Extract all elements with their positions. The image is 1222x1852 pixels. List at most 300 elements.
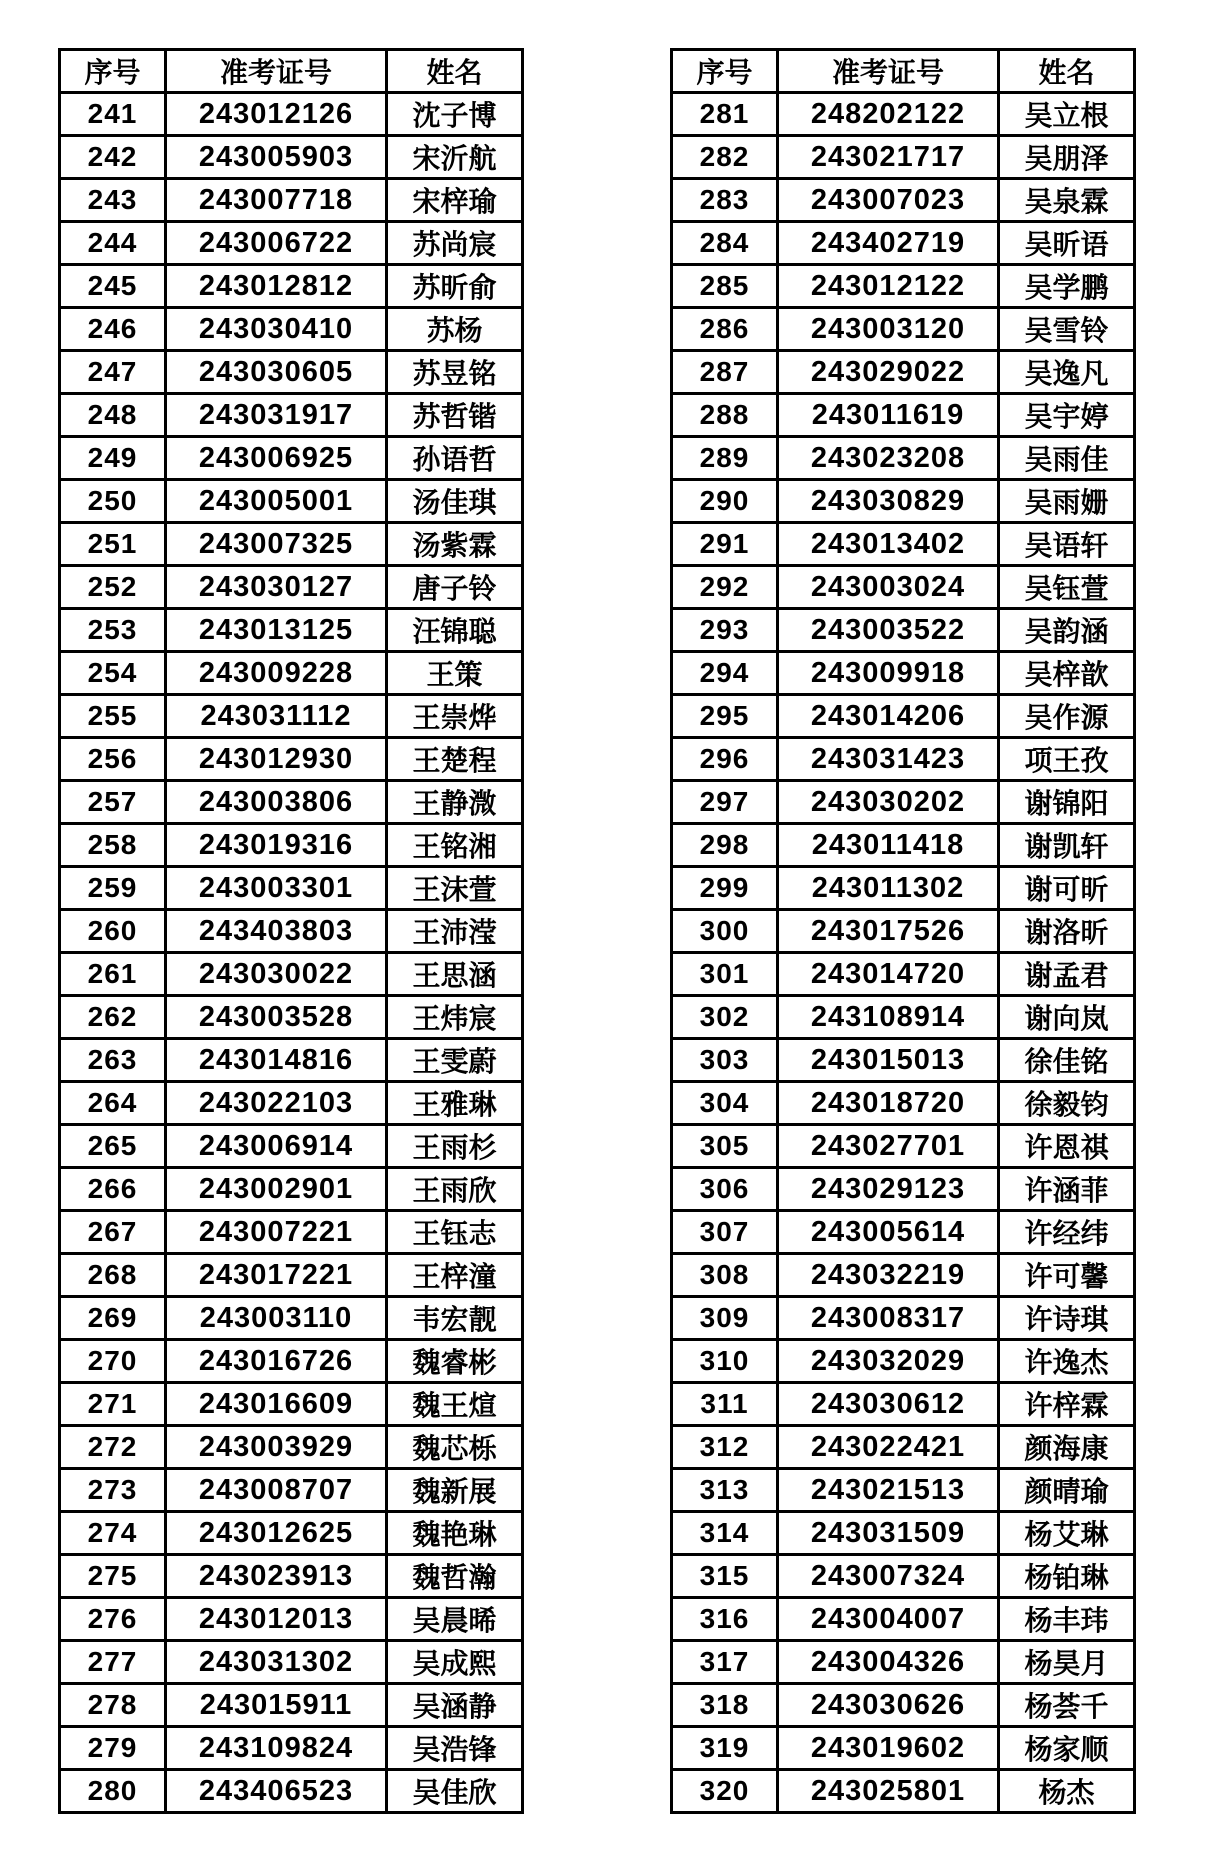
- name-cell: 吴昕语: [999, 222, 1135, 265]
- serial-cell: 309: [672, 1297, 778, 1340]
- table-row: [60, 910, 523, 953]
- serial-cell: 244: [60, 222, 166, 265]
- serial-cell: 284: [672, 222, 778, 265]
- name-cell: 许诗琪: [999, 1297, 1135, 1340]
- table-row: [60, 695, 523, 738]
- ticket-number-cell: 243030829: [778, 480, 999, 523]
- table-row: [60, 1211, 523, 1254]
- ticket-number-cell: 243017526: [778, 910, 999, 953]
- table-body: [672, 93, 1135, 1813]
- table-row: [672, 437, 1135, 480]
- name-cell: 王炜宸: [387, 996, 523, 1039]
- serial-cell: 292: [672, 566, 778, 609]
- serial-cell: 319: [672, 1727, 778, 1770]
- table-row: [60, 1469, 523, 1512]
- table-row: [672, 996, 1135, 1039]
- ticket-number-cell: 243008317: [778, 1297, 999, 1340]
- name-cell: 杨荟千: [999, 1684, 1135, 1727]
- serial-cell: 242: [60, 136, 166, 179]
- table-row: [60, 480, 523, 523]
- name-cell: 谢可昕: [999, 867, 1135, 910]
- name-cell: 王策: [387, 652, 523, 695]
- name-cell: 苏杨: [387, 308, 523, 351]
- column-header-name: 姓名: [999, 50, 1135, 93]
- ticket-number-cell: 243002901: [166, 1168, 387, 1211]
- table-row: [672, 1254, 1135, 1297]
- table-row: [672, 1684, 1135, 1727]
- table-row: [60, 437, 523, 480]
- table-row: [60, 953, 523, 996]
- ticket-number-cell: 243032219: [778, 1254, 999, 1297]
- ticket-number-cell: 243030127: [166, 566, 387, 609]
- table-row: [60, 1426, 523, 1469]
- serial-cell: 276: [60, 1598, 166, 1641]
- serial-cell: 318: [672, 1684, 778, 1727]
- table-row: [672, 1555, 1135, 1598]
- serial-cell: 261: [60, 953, 166, 996]
- table-row: [60, 1125, 523, 1168]
- ticket-number-cell: 243005614: [778, 1211, 999, 1254]
- ticket-number-cell: 243011302: [778, 867, 999, 910]
- ticket-number-cell: 243023913: [166, 1555, 387, 1598]
- name-cell: 吴佳欣: [387, 1770, 523, 1813]
- name-cell: 吴泉霖: [999, 179, 1135, 222]
- table-row: [672, 93, 1135, 136]
- name-cell: 徐毅钧: [999, 1082, 1135, 1125]
- table-row: [60, 1641, 523, 1684]
- table-row: [672, 738, 1135, 781]
- table-row: [60, 1383, 523, 1426]
- serial-cell: 274: [60, 1512, 166, 1555]
- serial-cell: 296: [672, 738, 778, 781]
- serial-cell: 294: [672, 652, 778, 695]
- ticket-number-cell: 243030410: [166, 308, 387, 351]
- ticket-number-cell: 243009918: [778, 652, 999, 695]
- table-row: [672, 566, 1135, 609]
- table-row: [60, 1254, 523, 1297]
- serial-cell: 286: [672, 308, 778, 351]
- ticket-number-cell: 243029123: [778, 1168, 999, 1211]
- table-row: [672, 1297, 1135, 1340]
- serial-cell: 265: [60, 1125, 166, 1168]
- table-row: [60, 1297, 523, 1340]
- name-cell: 宋梓瑜: [387, 179, 523, 222]
- ticket-number-cell: 243012013: [166, 1598, 387, 1641]
- name-cell: 杨铂琳: [999, 1555, 1135, 1598]
- ticket-number-cell: 243006925: [166, 437, 387, 480]
- name-cell: 苏昕俞: [387, 265, 523, 308]
- serial-cell: 315: [672, 1555, 778, 1598]
- serial-cell: 268: [60, 1254, 166, 1297]
- serial-cell: 260: [60, 910, 166, 953]
- name-cell: 苏昱铭: [387, 351, 523, 394]
- serial-cell: 282: [672, 136, 778, 179]
- name-cell: 汪锦聪: [387, 609, 523, 652]
- name-cell: 许经纬: [999, 1211, 1135, 1254]
- ticket-number-cell: 243004007: [778, 1598, 999, 1641]
- serial-cell: 290: [672, 480, 778, 523]
- name-cell: 吴宇婷: [999, 394, 1135, 437]
- name-cell: 孙语哲: [387, 437, 523, 480]
- name-cell: 许梓霖: [999, 1383, 1135, 1426]
- ticket-number-cell: 243030022: [166, 953, 387, 996]
- name-cell: 谢锦阳: [999, 781, 1135, 824]
- ticket-number-cell: 243403803: [166, 910, 387, 953]
- ticket-number-cell: 243406523: [166, 1770, 387, 1813]
- ticket-number-cell: 243014720: [778, 953, 999, 996]
- name-cell: 宋沂航: [387, 136, 523, 179]
- name-cell: 杨丰玮: [999, 1598, 1135, 1641]
- table-row: [672, 1469, 1135, 1512]
- serial-cell: 280: [60, 1770, 166, 1813]
- serial-cell: 316: [672, 1598, 778, 1641]
- serial-cell: 320: [672, 1770, 778, 1813]
- ticket-number-cell: 243031423: [778, 738, 999, 781]
- table-row: [60, 394, 523, 437]
- table-row: [672, 652, 1135, 695]
- table-row: [60, 1598, 523, 1641]
- ticket-number-cell: 243031302: [166, 1641, 387, 1684]
- ticket-number-cell: 243003929: [166, 1426, 387, 1469]
- name-cell: 韦宏靓: [387, 1297, 523, 1340]
- name-cell: 吴语轩: [999, 523, 1135, 566]
- ticket-number-cell: 243031917: [166, 394, 387, 437]
- serial-cell: 255: [60, 695, 166, 738]
- name-cell: 谢凯轩: [999, 824, 1135, 867]
- serial-cell: 299: [672, 867, 778, 910]
- name-cell: 吴雪铃: [999, 308, 1135, 351]
- serial-cell: 291: [672, 523, 778, 566]
- name-cell: 王沫萱: [387, 867, 523, 910]
- ticket-number-cell: 243012122: [778, 265, 999, 308]
- serial-cell: 259: [60, 867, 166, 910]
- column-header-name: 姓名: [387, 50, 523, 93]
- name-cell: 吴梓歆: [999, 652, 1135, 695]
- serial-cell: 246: [60, 308, 166, 351]
- name-cell: 苏哲锴: [387, 394, 523, 437]
- ticket-number-cell: 243023208: [778, 437, 999, 480]
- name-cell: 王雨欣: [387, 1168, 523, 1211]
- table-row: [672, 265, 1135, 308]
- table-row: [60, 523, 523, 566]
- table-row: [60, 652, 523, 695]
- serial-cell: 285: [672, 265, 778, 308]
- serial-cell: 313: [672, 1469, 778, 1512]
- ticket-number-cell: 243005001: [166, 480, 387, 523]
- ticket-number-cell: 243013402: [778, 523, 999, 566]
- table-row: [672, 351, 1135, 394]
- table-row: [60, 1727, 523, 1770]
- column-header-ticket-number: 准考证号: [778, 50, 999, 93]
- table-row: [672, 1340, 1135, 1383]
- ticket-number-cell: 248202122: [778, 93, 999, 136]
- ticket-number-cell: 243015013: [778, 1039, 999, 1082]
- name-cell: 许可馨: [999, 1254, 1135, 1297]
- ticket-number-cell: 243402719: [778, 222, 999, 265]
- name-cell: 王沛滢: [387, 910, 523, 953]
- column-header-serial: 序号: [60, 50, 166, 93]
- ticket-number-cell: 243003522: [778, 609, 999, 652]
- ticket-number-cell: 243030626: [778, 1684, 999, 1727]
- ticket-number-cell: 243031112: [166, 695, 387, 738]
- ticket-number-cell: 243007221: [166, 1211, 387, 1254]
- table-row: [672, 1641, 1135, 1684]
- table-row: [672, 1727, 1135, 1770]
- table-row: [60, 1168, 523, 1211]
- ticket-number-cell: 243003120: [778, 308, 999, 351]
- ticket-number-cell: 243027701: [778, 1125, 999, 1168]
- ticket-number-cell: 243009228: [166, 652, 387, 695]
- table-row: [60, 738, 523, 781]
- table-row: [672, 480, 1135, 523]
- table-body: [60, 93, 523, 1813]
- serial-cell: 253: [60, 609, 166, 652]
- exam-roster-table-left: [58, 48, 524, 1814]
- table-row: [60, 1340, 523, 1383]
- table-row: [672, 1426, 1135, 1469]
- table-row: [672, 953, 1135, 996]
- ticket-number-cell: 243109824: [166, 1727, 387, 1770]
- ticket-number-cell: 243018720: [778, 1082, 999, 1125]
- serial-cell: 245: [60, 265, 166, 308]
- ticket-number-cell: 243108914: [778, 996, 999, 1039]
- ticket-number-cell: 243011619: [778, 394, 999, 437]
- table-row: [672, 523, 1135, 566]
- name-cell: 吴晨晞: [387, 1598, 523, 1641]
- column-header-ticket-number: 准考证号: [166, 50, 387, 93]
- serial-cell: 305: [672, 1125, 778, 1168]
- serial-cell: 247: [60, 351, 166, 394]
- name-cell: 沈子博: [387, 93, 523, 136]
- ticket-number-cell: 243030605: [166, 351, 387, 394]
- table-row: [672, 1512, 1135, 1555]
- table-row: [60, 308, 523, 351]
- serial-cell: 249: [60, 437, 166, 480]
- serial-cell: 275: [60, 1555, 166, 1598]
- ticket-number-cell: 243003024: [778, 566, 999, 609]
- table-row: [60, 996, 523, 1039]
- table-row: [672, 867, 1135, 910]
- name-cell: 谢孟君: [999, 953, 1135, 996]
- table-row: [672, 609, 1135, 652]
- table-row: [672, 1168, 1135, 1211]
- table-row: [672, 1598, 1135, 1641]
- serial-cell: 254: [60, 652, 166, 695]
- serial-cell: 272: [60, 1426, 166, 1469]
- ticket-number-cell: 243017221: [166, 1254, 387, 1297]
- table-row: [60, 1555, 523, 1598]
- name-cell: 吴雨姗: [999, 480, 1135, 523]
- serial-cell: 306: [672, 1168, 778, 1211]
- table-row: [60, 1770, 523, 1813]
- table-row: [60, 781, 523, 824]
- ticket-number-cell: 243021513: [778, 1469, 999, 1512]
- table-row: [672, 1125, 1135, 1168]
- name-cell: 苏尚宸: [387, 222, 523, 265]
- table-row: [60, 1512, 523, 1555]
- name-cell: 吴浩锋: [387, 1727, 523, 1770]
- serial-cell: 307: [672, 1211, 778, 1254]
- name-cell: 吴逸凡: [999, 351, 1135, 394]
- name-cell: 吴涵静: [387, 1684, 523, 1727]
- serial-cell: 271: [60, 1383, 166, 1426]
- table-row: [672, 1770, 1135, 1813]
- table-row: [672, 394, 1135, 437]
- ticket-number-cell: 243007325: [166, 523, 387, 566]
- serial-cell: 314: [672, 1512, 778, 1555]
- serial-cell: 264: [60, 1082, 166, 1125]
- name-cell: 王思涵: [387, 953, 523, 996]
- name-cell: 王雅琳: [387, 1082, 523, 1125]
- name-cell: 杨家顺: [999, 1727, 1135, 1770]
- serial-cell: 287: [672, 351, 778, 394]
- table-row: [672, 910, 1135, 953]
- name-cell: 杨昊月: [999, 1641, 1135, 1684]
- ticket-number-cell: 243007023: [778, 179, 999, 222]
- serial-cell: 312: [672, 1426, 778, 1469]
- serial-cell: 317: [672, 1641, 778, 1684]
- name-cell: 许涵菲: [999, 1168, 1135, 1211]
- serial-cell: 270: [60, 1340, 166, 1383]
- table-row: [60, 179, 523, 222]
- table-row: [60, 609, 523, 652]
- name-cell: 魏哲瀚: [387, 1555, 523, 1598]
- ticket-number-cell: 243013125: [166, 609, 387, 652]
- ticket-number-cell: 243004326: [778, 1641, 999, 1684]
- name-cell: 魏芯栎: [387, 1426, 523, 1469]
- serial-cell: 302: [672, 996, 778, 1039]
- serial-cell: 310: [672, 1340, 778, 1383]
- ticket-number-cell: 243022103: [166, 1082, 387, 1125]
- serial-cell: 301: [672, 953, 778, 996]
- ticket-number-cell: 243014206: [778, 695, 999, 738]
- name-cell: 许恩祺: [999, 1125, 1135, 1168]
- table-row: [60, 1082, 523, 1125]
- serial-cell: 278: [60, 1684, 166, 1727]
- table-row: [672, 1383, 1135, 1426]
- name-cell: 吴雨佳: [999, 437, 1135, 480]
- table-row: [672, 1039, 1135, 1082]
- name-cell: 吴学鹏: [999, 265, 1135, 308]
- name-cell: 吴作源: [999, 695, 1135, 738]
- name-cell: 徐佳铭: [999, 1039, 1135, 1082]
- ticket-number-cell: 243005903: [166, 136, 387, 179]
- table-row: [672, 695, 1135, 738]
- name-cell: 颜海康: [999, 1426, 1135, 1469]
- table-row: [672, 824, 1135, 867]
- ticket-number-cell: 243014816: [166, 1039, 387, 1082]
- serial-cell: 243: [60, 179, 166, 222]
- serial-cell: 273: [60, 1469, 166, 1512]
- name-cell: 项王孜: [999, 738, 1135, 781]
- serial-cell: 262: [60, 996, 166, 1039]
- serial-cell: 311: [672, 1383, 778, 1426]
- serial-cell: 304: [672, 1082, 778, 1125]
- table-row: [672, 781, 1135, 824]
- ticket-number-cell: 243019316: [166, 824, 387, 867]
- name-cell: 吴立根: [999, 93, 1135, 136]
- ticket-number-cell: 243003110: [166, 1297, 387, 1340]
- table-header-row: [60, 50, 523, 93]
- ticket-number-cell: 243003301: [166, 867, 387, 910]
- name-cell: 王楚程: [387, 738, 523, 781]
- ticket-number-cell: 243016609: [166, 1383, 387, 1426]
- name-cell: 王雯蔚: [387, 1039, 523, 1082]
- name-cell: 谢洛昕: [999, 910, 1135, 953]
- serial-cell: 241: [60, 93, 166, 136]
- table-row: [60, 1684, 523, 1727]
- serial-cell: 298: [672, 824, 778, 867]
- serial-cell: 300: [672, 910, 778, 953]
- ticket-number-cell: 243031509: [778, 1512, 999, 1555]
- ticket-number-cell: 243015911: [166, 1684, 387, 1727]
- table-header-row: [672, 50, 1135, 93]
- ticket-number-cell: 243006914: [166, 1125, 387, 1168]
- table-row: [60, 222, 523, 265]
- serial-cell: 295: [672, 695, 778, 738]
- serial-cell: 289: [672, 437, 778, 480]
- table-row: [672, 222, 1135, 265]
- serial-cell: 277: [60, 1641, 166, 1684]
- table-row: [60, 867, 523, 910]
- serial-cell: 303: [672, 1039, 778, 1082]
- name-cell: 魏睿彬: [387, 1340, 523, 1383]
- table-row: [672, 308, 1135, 351]
- name-cell: 吴成熙: [387, 1641, 523, 1684]
- name-cell: 颜晴瑜: [999, 1469, 1135, 1512]
- serial-cell: 267: [60, 1211, 166, 1254]
- table-row: [672, 136, 1135, 179]
- name-cell: 王铭湘: [387, 824, 523, 867]
- serial-cell: 258: [60, 824, 166, 867]
- ticket-number-cell: 243007324: [778, 1555, 999, 1598]
- ticket-number-cell: 243012625: [166, 1512, 387, 1555]
- name-cell: 吴钰萱: [999, 566, 1135, 609]
- name-cell: 唐子铃: [387, 566, 523, 609]
- name-cell: 汤佳琪: [387, 480, 523, 523]
- ticket-number-cell: 243007718: [166, 179, 387, 222]
- serial-cell: 297: [672, 781, 778, 824]
- serial-cell: 288: [672, 394, 778, 437]
- ticket-number-cell: 243025801: [778, 1770, 999, 1813]
- name-cell: 许逸杰: [999, 1340, 1135, 1383]
- table-row: [672, 1211, 1135, 1254]
- name-cell: 吴朋泽: [999, 136, 1135, 179]
- name-cell: 魏王煊: [387, 1383, 523, 1426]
- ticket-number-cell: 243021717: [778, 136, 999, 179]
- ticket-number-cell: 243032029: [778, 1340, 999, 1383]
- name-cell: 魏艳琳: [387, 1512, 523, 1555]
- name-cell: 王崇烨: [387, 695, 523, 738]
- ticket-number-cell: 243003528: [166, 996, 387, 1039]
- serial-cell: 263: [60, 1039, 166, 1082]
- ticket-number-cell: 243029022: [778, 351, 999, 394]
- name-cell: 王静溦: [387, 781, 523, 824]
- ticket-number-cell: 243003806: [166, 781, 387, 824]
- serial-cell: 269: [60, 1297, 166, 1340]
- serial-cell: 248: [60, 394, 166, 437]
- table-row: [60, 824, 523, 867]
- serial-cell: 257: [60, 781, 166, 824]
- table-row: [60, 1039, 523, 1082]
- serial-cell: 281: [672, 93, 778, 136]
- serial-cell: 251: [60, 523, 166, 566]
- ticket-number-cell: 243012930: [166, 738, 387, 781]
- serial-cell: 252: [60, 566, 166, 609]
- ticket-number-cell: 243016726: [166, 1340, 387, 1383]
- table-row: [60, 351, 523, 394]
- ticket-number-cell: 243006722: [166, 222, 387, 265]
